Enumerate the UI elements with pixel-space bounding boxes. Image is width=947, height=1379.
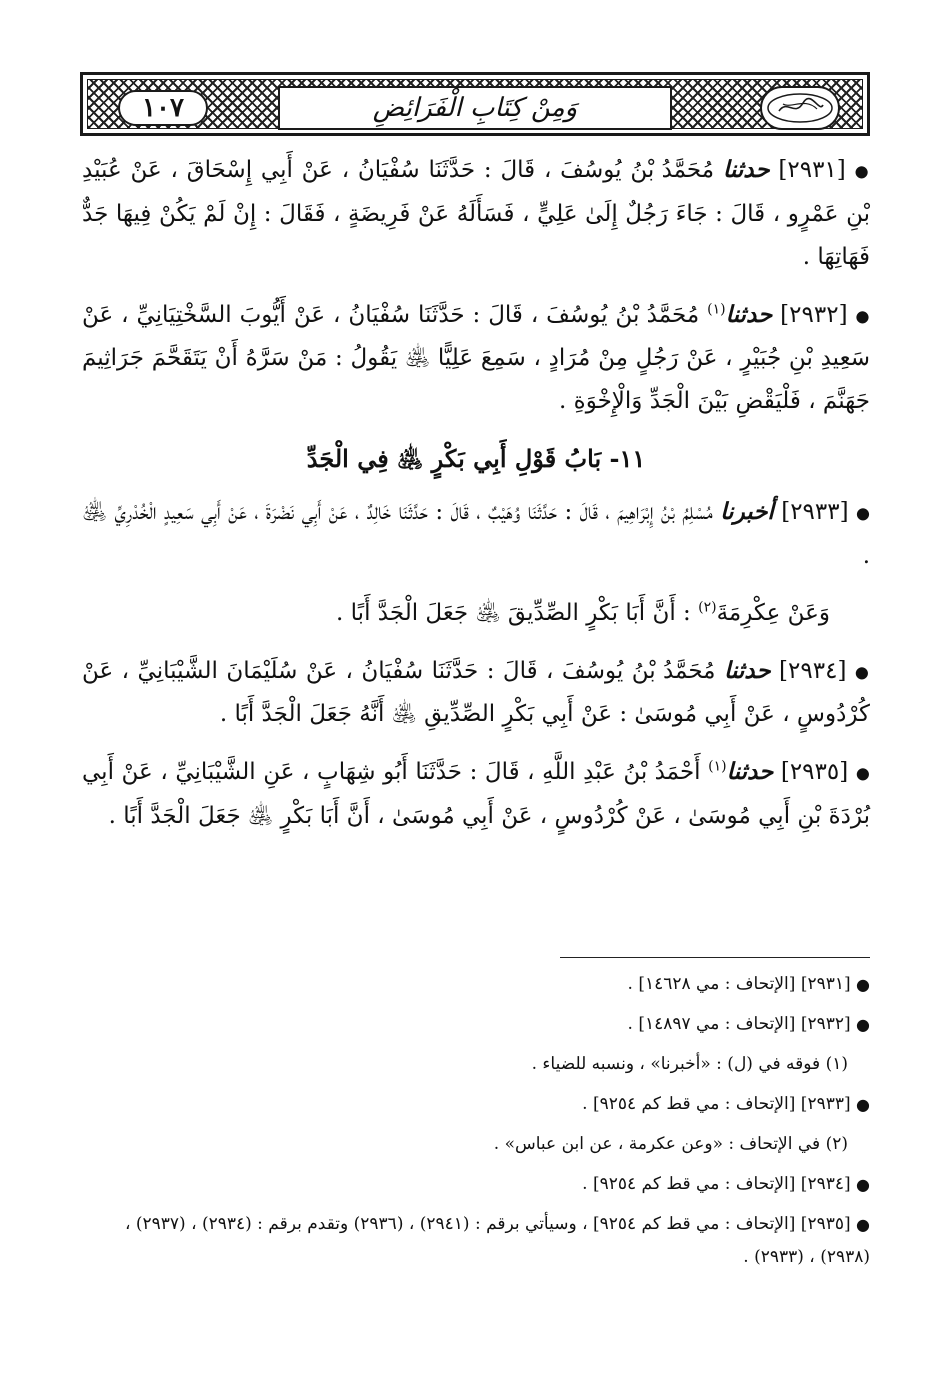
- footnote-text: [٢٩٣٣] [الإتحاف : مي قط كم ٩٢٥٤] .: [582, 1094, 851, 1114]
- hadith-text: مُسْلِمُ بْنُ إِبْرَاهِيمَ ، قَالَ : حَدَّثَنَا وُهَيْبٌ ، قَالَ : حَدَّثَنَا خَالِدٌ ، عَنْ أَبِي نَضْرَةَ ، عَنْ أَبِي سَعِيدٍ الْخُدْرِيِّ ﵁ .: [82, 499, 870, 569]
- seal-icon: [765, 91, 835, 125]
- hadith-text-pre: وَعَنْ عِكْرِمَةَ: [716, 599, 830, 626]
- bullet-icon: ●: [856, 1215, 870, 1234]
- narration-verb: حدثنا: [722, 156, 770, 183]
- hadith-text: : أَنَّ أَبَا بَكْرٍ الصِّدِّيقَ ﵁ جَعَلَ الْجَدَّ أَبًا .: [336, 599, 691, 626]
- narration-verb: حدثنا: [723, 656, 771, 684]
- hadith-text: مُحَمَّدُ بْنُ يُوسُفَ ، قَالَ : حَدَّثَنَا سُفْيَانُ ، عَنْ أَيُّوبَ السَّخْتِيَانِيِّ ، عَنْ سَعِيدِ بْنِ جُبَيْرٍ ، عَنْ رَجُلٍ مِنْ مُرَادٍ ، سَمِعَ عَلِيًّا ﵁ يَقُولُ : مَنْ سَرَّهُ أَنْ يَتَقَحَّمَ جَرَاثِيمَ جَهَنَّمَ ، فَلْيَقْضِ بَيْنَ الْجَدِّ وَالْإِخْوَةِ .: [82, 301, 870, 414]
- narration-verb: حدثنا: [726, 758, 774, 785]
- bullet-icon: ●: [856, 975, 870, 994]
- footnote-item: [82, 1008, 870, 1041]
- hadith-2935: [82, 750, 870, 838]
- footnote-divider: [560, 957, 870, 958]
- footnote-item: [82, 1048, 870, 1081]
- ikrimah-line: [82, 592, 870, 635]
- footnote-item: [82, 1088, 870, 1121]
- narration-verb: حدثنا: [725, 300, 773, 328]
- bullet-icon: ●: [854, 161, 871, 181]
- hadith-2933: [82, 490, 870, 578]
- footnote-text: [٢٩٣٥] [الإتحاف : مي قط كم ٩٢٥٤] ، وسيأتي برقم : (٢٩٤١) ، (٢٩٣٦) وتقدم برقم : (٢٩٣٤) ، (٢٩٣٧) ، (٢٩٣٨) ، (٢٩٣٣) .: [124, 1214, 870, 1267]
- hadith-text: مُحَمَّدُ بْنُ يُوسُفَ ، قَالَ : حَدَّثَنَا سُفْيَانُ ، عَنْ سُلَيْمَانَ الشَّيْبَانِيِّ ، عَنْ كُرْدُوسٍ ، عَنْ أَبِي مُوسَىٰ : عَنْ أَبِي بَكْرٍ الصِّدِّيقِ ﵁ أَنَّهُ جَعَلَ الْجَدَّ أَبًا .: [82, 657, 870, 727]
- footnote-item: [82, 1168, 870, 1201]
- footnote-item: [82, 1208, 870, 1274]
- hadith-number: [٢٩٣٤]: [779, 657, 847, 684]
- footnote-text: [٢٩٣١] [الإتحاف : مي ١٤٦٢٨] .: [627, 974, 851, 994]
- bullet-icon: ●: [854, 662, 870, 681]
- hadith-2934: [82, 649, 870, 737]
- footnote-text: [٢٩٣٢] [الإتحاف : مي ١٤٨٩٧] .: [627, 1014, 851, 1034]
- footnote-item: [82, 968, 870, 1001]
- hadith-2931: [82, 148, 870, 279]
- hadith-text: مُحَمَّدُ بْنُ يُوسُفَ ، قَالَ : حَدَّثَنَا سُفْيَانُ ، عَنْ أَبِي إِسْحَاقَ ، عَنْ عُبَيْدِ بْنِ عَمْرٍو ، قَالَ : جَاءَ رَجُلٌ إِلَىٰ عَلِيٍّ ، فَسَأَلَهُ عَنْ فَرِيضَةٍ ، فَقَالَ : إِنْ لَمْ يَكُنْ فِيهَا جَدٌّ فَهَاتِهَا .: [82, 157, 870, 270]
- bullet-icon: ●: [856, 1015, 870, 1034]
- footnote-text: [٢٩٣٤] [الإتحاف : مي قط كم ٩٢٥٤] .: [582, 1174, 851, 1194]
- bullet-icon: ●: [855, 503, 870, 523]
- hadith-number: [٢٩٣٢]: [780, 301, 848, 328]
- main-text: [82, 148, 870, 852]
- footnote-marker: (١): [708, 758, 727, 775]
- footnote-marker: (٢): [698, 598, 717, 615]
- header-ornament-pattern: [87, 79, 863, 129]
- hadith-number: [٢٩٣٥]: [780, 759, 849, 785]
- footnotes: [82, 968, 870, 1281]
- chapter-heading: ١١- بَابُ قَوْلِ أَبِي بَكْرٍ ﵁ فِي الْجَدِّ: [306, 444, 646, 473]
- bullet-icon: ●: [856, 1175, 870, 1194]
- hadith-text: أَحْمَدُ بْنُ عَبْدِ اللَّهِ ، قَالَ : حَدَّثَنَا أَبُو شِهَابٍ ، عَنِ الشَّيْبَانِيِّ ، عَنْ أَبِي بُرْدَةَ بْنِ أَبِي مُوسَىٰ ، عَنْ كُرْدُوسٍ ، عَنْ أَبِي مُوسَىٰ ، أَنَّ أَبَا بَكْرٍ ﵁ جَعَلَ الْجَدَّ أَبًا .: [82, 759, 870, 829]
- page-header: [80, 72, 870, 136]
- page-number: ١٠٧: [118, 90, 208, 126]
- narration-verb: أخبرنا: [720, 498, 774, 525]
- bullet-icon: ●: [855, 306, 871, 325]
- footnote-text: (١) فوقه في (ل) : «أخبرنا» ، ونسبه للضياء .: [531, 1054, 848, 1074]
- bullet-icon: ●: [855, 763, 871, 783]
- footnote-marker: (١): [707, 300, 726, 317]
- footnote-item: [82, 1128, 870, 1161]
- running-title: وَمِنْ كِتَابِ الْفَرَائِضِ: [278, 86, 672, 130]
- emblem-seal: [760, 86, 840, 130]
- footnote-text: (٢) في الإتحاف : «وعن عكرمة ، عن ابن عباس» .: [493, 1134, 848, 1154]
- hadith-number: [٢٩٣٣]: [781, 499, 849, 525]
- bullet-icon: ●: [856, 1095, 870, 1114]
- hadith-2932: [82, 293, 870, 424]
- hadith-number: [٢٩٣١]: [778, 157, 846, 183]
